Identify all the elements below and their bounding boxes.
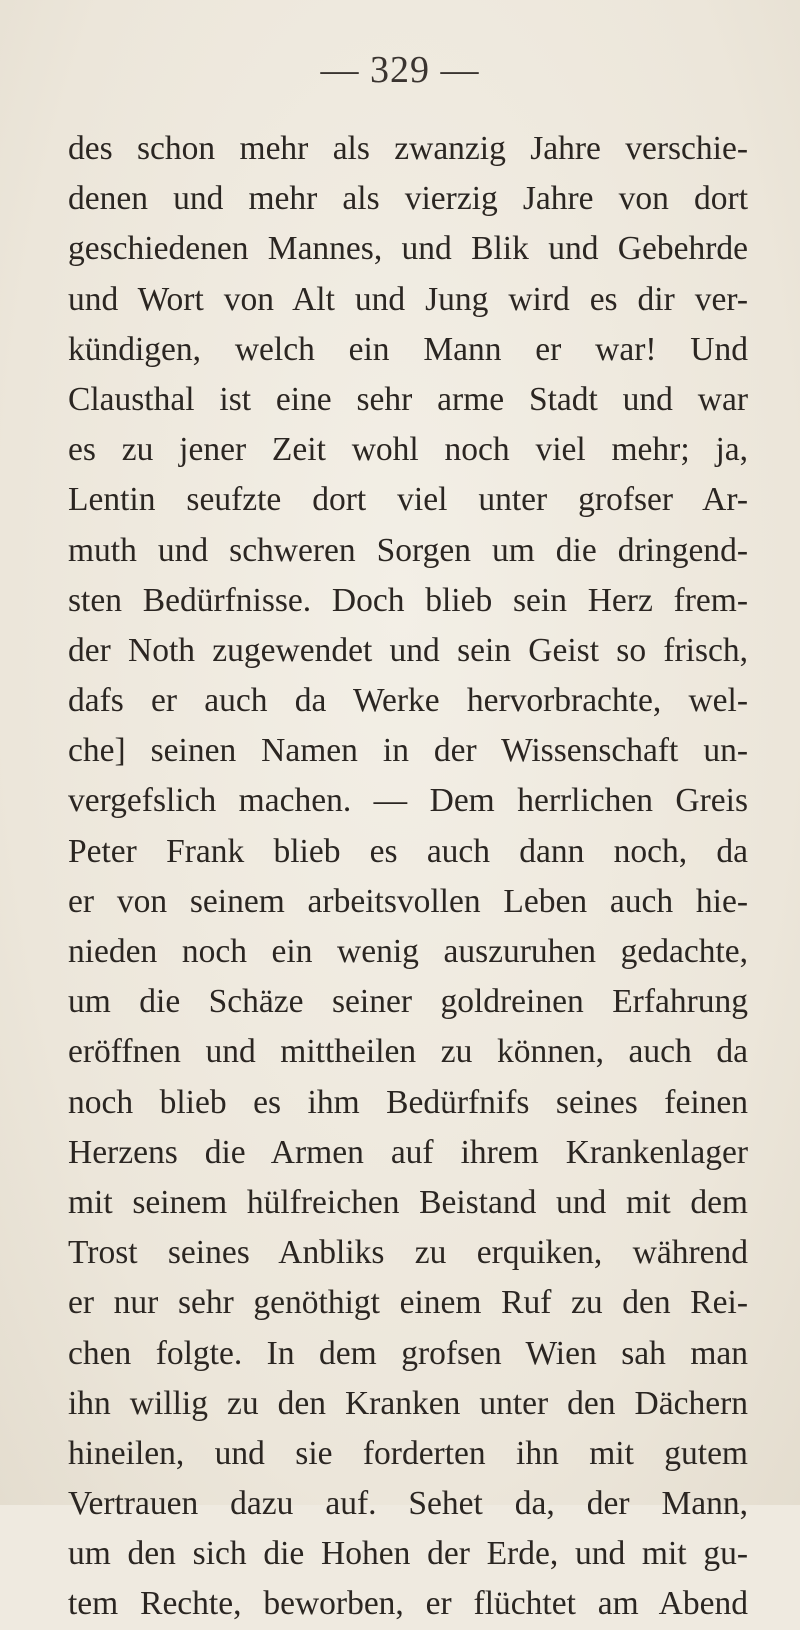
text-line: vergefslich machen. — Dem herrlichen Greis xyxy=(68,782,748,820)
text-line: er nur sehr genöthigt einem Ruf zu den Rei- xyxy=(68,1284,748,1322)
text-line: kündigen, welch ein Mann er war! Und xyxy=(68,330,748,368)
text-line: es zu jener Zeit wohl noch viel mehr; ja, xyxy=(68,431,748,469)
text-line: nieden noch ein wenig auszuruhen gedachte, xyxy=(68,933,748,970)
text-line: und Wort von Alt und Jung wird es dir ver- xyxy=(68,280,748,318)
text-line: dafs er auch da Werke hervorbrachte, wel- xyxy=(68,682,748,720)
text-line: des schon mehr als zwanzig Jahre verschie- xyxy=(68,130,748,167)
text-line: muth und schweren Sorgen um die dringend- xyxy=(68,531,748,569)
text-line: der Noth zugewendet und sein Geist so frisch, xyxy=(68,631,748,669)
text-line: eröffnen und mittheilen zu können, auch da xyxy=(68,1033,748,1071)
text-line: mit seinem hülfreichen Beistand und mit dem xyxy=(68,1183,748,1221)
text-line: Vertrauen dazu auf. Sehet da, der Mann, xyxy=(68,1485,748,1523)
text-line: ihn willig zu den Kranken unter den Dächern xyxy=(68,1384,748,1422)
text-line: Lentin seufzte dort viel unter grofser Ar- xyxy=(68,481,748,519)
text-line: sten Bedürfnisse. Doch blieb sein Herz frem- xyxy=(68,581,748,619)
text-line: Trost seines Anbliks zu erquiken, während xyxy=(68,1234,748,1272)
text-line: geschiedenen Mannes, und Blik und Gebehrde xyxy=(68,230,748,268)
text-line: denen und mehr als vierzig Jahre von dort xyxy=(68,180,748,218)
text-line: Clausthal ist eine sehr arme Stadt und war xyxy=(68,380,748,418)
text-line: tem Rechte, beworben, er flüchtet am Abend xyxy=(68,1585,748,1623)
text-line: noch blieb es ihm Bedürfnifs seines feinen xyxy=(68,1083,748,1121)
text-line: Herzens die Armen auf ihrem Krankenlager xyxy=(68,1133,748,1171)
text-line: che] seinen Namen in der Wissenschaft un- xyxy=(68,732,748,770)
text-line: hineilen, und sie forderten ihn mit gutem xyxy=(68,1434,748,1472)
page-number: — 329 — xyxy=(320,49,480,91)
text-line: er von seinem arbeitsvollen Leben auch hie- xyxy=(68,882,748,920)
text-line: um die Schäze seiner goldreinen Erfahrung xyxy=(68,983,748,1021)
text-line: Peter Frank blieb es auch dann noch, da xyxy=(68,832,748,870)
body-text xyxy=(68,124,748,1630)
text-line: chen folgte. In dem grofsen Wien sah man xyxy=(68,1334,748,1372)
text-line: um den sich die Hohen der Erde, und mit gu- xyxy=(68,1535,748,1573)
